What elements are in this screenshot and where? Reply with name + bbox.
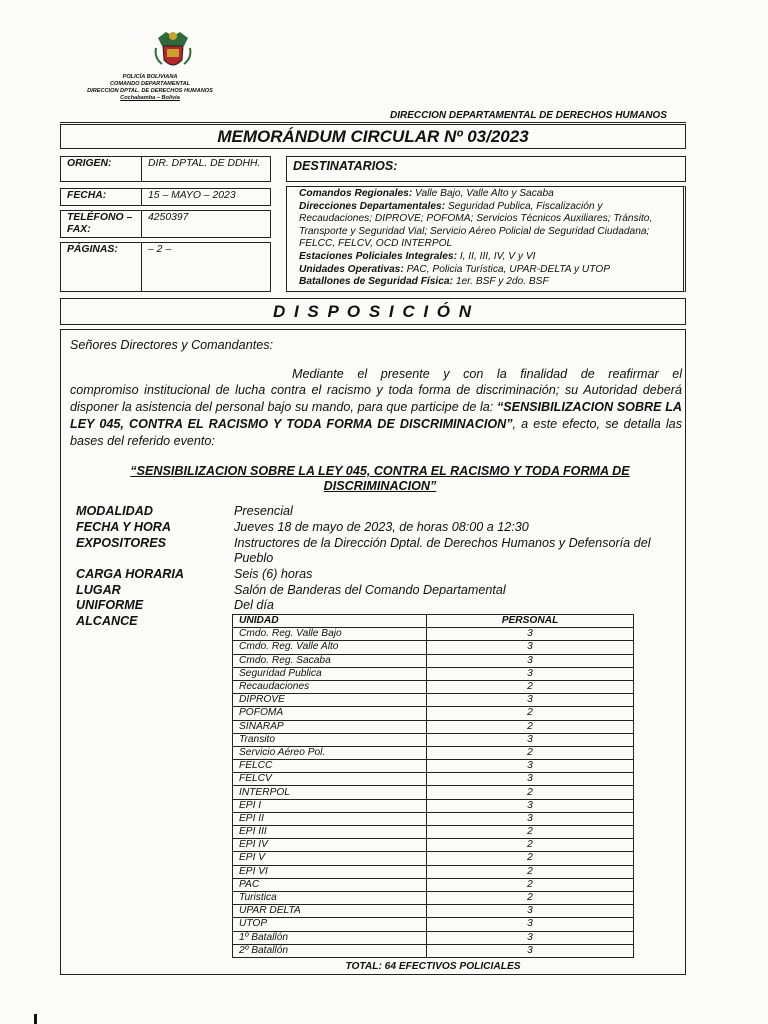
origen-value-cell bbox=[141, 156, 271, 182]
org-line: COMANDO DEPARTAMENTAL bbox=[109, 81, 191, 87]
memo-title: MEMORÁNDUM CIRCULAR Nº 03/2023 bbox=[217, 127, 529, 146]
personal-cell: 3 bbox=[427, 799, 634, 812]
personal-cell: 3 bbox=[427, 931, 634, 944]
table-row bbox=[233, 667, 634, 680]
body-paragraph bbox=[70, 382, 682, 450]
personal-cell: 2 bbox=[427, 839, 634, 852]
table-row bbox=[233, 944, 634, 957]
unidad-cell: Seguridad Publica bbox=[233, 667, 427, 680]
unidad-cell: INTERPOL bbox=[233, 786, 427, 799]
unidad-header: UNIDAD bbox=[233, 615, 427, 628]
police-crest-icon bbox=[152, 28, 194, 72]
destinatario-item: Estaciones Policiales Integrales: I, II, III, IV, V y VI bbox=[299, 250, 536, 262]
memo-title-box bbox=[60, 124, 686, 149]
unidad-cell: POFOMA bbox=[233, 707, 427, 720]
salutation: Señores Directores y Comandantes: bbox=[70, 338, 273, 352]
unidad-cell: Transito bbox=[233, 733, 427, 746]
table-row bbox=[233, 694, 634, 707]
table-row bbox=[233, 891, 634, 904]
table-row bbox=[233, 720, 634, 733]
table-row bbox=[233, 799, 634, 812]
unidad-cell: EPI V bbox=[233, 852, 427, 865]
carga-horaria-label: CARGA HORARIA bbox=[76, 567, 184, 581]
fecha-hora-label: FECHA Y HORA bbox=[76, 520, 171, 534]
table-row bbox=[233, 654, 634, 667]
personal-cell: 3 bbox=[427, 733, 634, 746]
table-row bbox=[233, 773, 634, 786]
unidad-cell: Cmdo. Reg. Valle Bajo bbox=[233, 628, 427, 641]
origen-label: ORIGEN: bbox=[67, 158, 112, 169]
unidad-cell: UPAR DELTA bbox=[233, 905, 427, 918]
destinatario-item: Comandos Regionales: Valle Bajo, Valle Alto y Sacaba bbox=[299, 188, 554, 199]
paginas-value-cell bbox=[141, 242, 271, 292]
event-title: “SENSIBILIZACION SOBRE LA LEY 045, CONTRA EL RACISMO Y TODA FORMA DE DISCRIMINACION” bbox=[130, 464, 630, 493]
unidad-cell: Turistica bbox=[233, 891, 427, 904]
unidad-cell: FELCV bbox=[233, 773, 427, 786]
org-line: Cochabamba – Bolivia bbox=[120, 95, 180, 101]
table-row bbox=[233, 852, 634, 865]
personal-header: PERSONAL bbox=[427, 615, 634, 628]
org-line: DIRECCION DPTAL. DE DERECHOS HUMANOS bbox=[87, 88, 213, 94]
destinatario-item: Unidades Operativas: PAC, Policia Turística, UPAR-DELTA y UTOP bbox=[299, 263, 610, 275]
fecha-value-cell bbox=[141, 188, 271, 206]
unidad-cell: EPI VI bbox=[233, 865, 427, 878]
destinatarios-list bbox=[286, 186, 686, 292]
fecha-value: 15 – MAYO – 2023 bbox=[148, 190, 236, 201]
uniforme-value: Del día bbox=[234, 598, 274, 612]
destinatario-item: Batallones de Seguridad Física: 1er. BSF y 2do. BSF bbox=[299, 276, 549, 288]
unidad-cell: UTOP bbox=[233, 918, 427, 931]
destinatarios-text bbox=[287, 187, 683, 289]
modalidad-label: MODALIDAD bbox=[76, 504, 153, 518]
disposicion-title: D I S P O S I C I Ó N bbox=[272, 302, 474, 321]
personal-cell: 2 bbox=[427, 746, 634, 759]
modalidad-value: Presencial bbox=[234, 504, 293, 518]
carga-horaria-value: Seis (6) horas bbox=[234, 567, 313, 581]
personal-cell: 3 bbox=[427, 641, 634, 654]
unidad-cell: FELCC bbox=[233, 760, 427, 773]
destinatarios-label-cell bbox=[286, 156, 686, 182]
table-row bbox=[233, 812, 634, 825]
telefono-value: 4250397 bbox=[148, 212, 189, 223]
origen-label-cell bbox=[60, 156, 142, 182]
org-line: POLICÍA BOLIVIANA bbox=[122, 74, 178, 80]
personal-cell: 2 bbox=[427, 786, 634, 799]
table-row bbox=[233, 865, 634, 878]
table-row bbox=[233, 746, 634, 759]
table-row bbox=[233, 839, 634, 852]
table-row bbox=[233, 931, 634, 944]
paginas-label: PÁGINAS: bbox=[67, 244, 118, 255]
unidad-cell: EPI IV bbox=[233, 839, 427, 852]
personal-cell: 2 bbox=[427, 826, 634, 839]
lugar-value: Salón de Banderas del Comando Departamental bbox=[234, 583, 506, 597]
unidad-cell: PAC bbox=[233, 878, 427, 891]
paginas-value: – 2 – bbox=[148, 244, 172, 255]
personal-cell: 2 bbox=[427, 852, 634, 865]
table-row bbox=[233, 826, 634, 839]
personal-cell: 3 bbox=[427, 667, 634, 680]
table-row bbox=[233, 707, 634, 720]
personal-cell: 3 bbox=[427, 918, 634, 931]
alcance-label: ALCANCE bbox=[76, 614, 138, 628]
personal-cell: 3 bbox=[427, 773, 634, 786]
expositores-value: Instructores de la Dirección Dptal. de Derechos Humanos y Defensoría del Pueblo bbox=[234, 536, 651, 565]
paginas-label-cell bbox=[60, 242, 142, 292]
personal-cell: 2 bbox=[427, 878, 634, 891]
table-row bbox=[233, 918, 634, 931]
destinatarios-label: DESTINATARIOS: bbox=[293, 159, 398, 173]
personal-cell: 2 bbox=[427, 865, 634, 878]
body-text: compromiso institucional de lucha contra el racismo y toda forma de discriminación; su Autoridad deberá disponer la asistencia del personal bajo su mando, para que participe de la: bbox=[70, 383, 682, 414]
fecha-label-cell bbox=[60, 188, 142, 206]
alcance-rows bbox=[233, 628, 634, 958]
telefono-value-cell bbox=[141, 210, 271, 238]
unidad-cell: EPI I bbox=[233, 799, 427, 812]
unidad-cell: Recaudaciones bbox=[233, 680, 427, 693]
uniforme-label: UNIFORME bbox=[76, 598, 144, 612]
event-name-inline: “SENSIBILIZACION SOBRE LA LEY 045, CONTRA EL RACISMO Y TODA FORMA DE DISCRIMINACION” bbox=[70, 400, 682, 431]
body-text-end: , a este efecto, se detalla las bases del referido evento: bbox=[70, 417, 682, 448]
personal-cell: 3 bbox=[427, 905, 634, 918]
unidad-cell: Cmdo. Reg. Sacaba bbox=[233, 654, 427, 667]
body-first-line: Mediante el presente y con la finalidad de reafirmar el bbox=[292, 367, 682, 381]
personal-cell: 3 bbox=[427, 654, 634, 667]
table-row bbox=[233, 628, 634, 641]
lugar-label: LUGAR bbox=[76, 583, 121, 597]
personal-cell: 3 bbox=[427, 694, 634, 707]
telefono-label-cell bbox=[60, 210, 142, 238]
unidad-cell: 1º Batallón bbox=[233, 931, 427, 944]
table-header-row bbox=[233, 615, 634, 628]
unidad-cell: DIPROVE bbox=[233, 694, 427, 707]
personal-cell: 3 bbox=[427, 628, 634, 641]
personal-cell: 2 bbox=[427, 707, 634, 720]
fecha-hora-value: Jueves 18 de mayo de 2023, de horas 08:00 a 12:30 bbox=[234, 520, 529, 534]
disposicion-title-box bbox=[60, 298, 686, 325]
department-name: DIRECCION DEPARTAMENTAL DE DERECHOS HUMANOS bbox=[390, 110, 667, 121]
table-row bbox=[233, 760, 634, 773]
unidad-cell: Servicio Aéreo Pol. bbox=[233, 746, 427, 759]
table-row bbox=[233, 680, 634, 693]
table-row bbox=[233, 786, 634, 799]
unidad-cell: SINARAP bbox=[233, 720, 427, 733]
destinatario-item: Direcciones Departamentales: Seguridad Publica, Fiscalización y Recaudaciones; DIPROVE; POFOMA; Servicios Técnicos Auxiliares; Tránsito, Transporte y Seguridad Vial; Servicio Aéreo Policial de Seguridad Ciudadana; FELCC, FELCV, OCD INTERPOL bbox=[299, 200, 653, 250]
unidad-cell: EPI III bbox=[233, 826, 427, 839]
personal-cell: 3 bbox=[427, 760, 634, 773]
personal-cell: 2 bbox=[427, 680, 634, 693]
telefono-label: TELÉFONO – FAX: bbox=[67, 212, 133, 235]
table-row bbox=[233, 733, 634, 746]
personal-cell: 3 bbox=[427, 812, 634, 825]
alcance-table bbox=[232, 614, 634, 958]
origen-value: DIR. DPTAL. DE DDHH. bbox=[148, 158, 261, 169]
fecha-label: FECHA: bbox=[67, 190, 107, 201]
table-row bbox=[233, 878, 634, 891]
table-row bbox=[233, 641, 634, 654]
personal-cell: 2 bbox=[427, 720, 634, 733]
personal-cell: 2 bbox=[427, 891, 634, 904]
expositores-label: EXPOSITORES bbox=[76, 536, 167, 550]
table-row bbox=[233, 905, 634, 918]
scan-mark bbox=[34, 1014, 37, 1024]
unidad-cell: EPI II bbox=[233, 812, 427, 825]
personal-cell: 3 bbox=[427, 944, 634, 957]
alcance-total: TOTAL: 64 EFECTIVOS POLICIALES bbox=[345, 961, 521, 972]
unidad-cell: 2º Batallón bbox=[233, 944, 427, 957]
unidad-cell: Cmdo. Reg. Valle Alto bbox=[233, 641, 427, 654]
header-rule bbox=[60, 122, 686, 123]
